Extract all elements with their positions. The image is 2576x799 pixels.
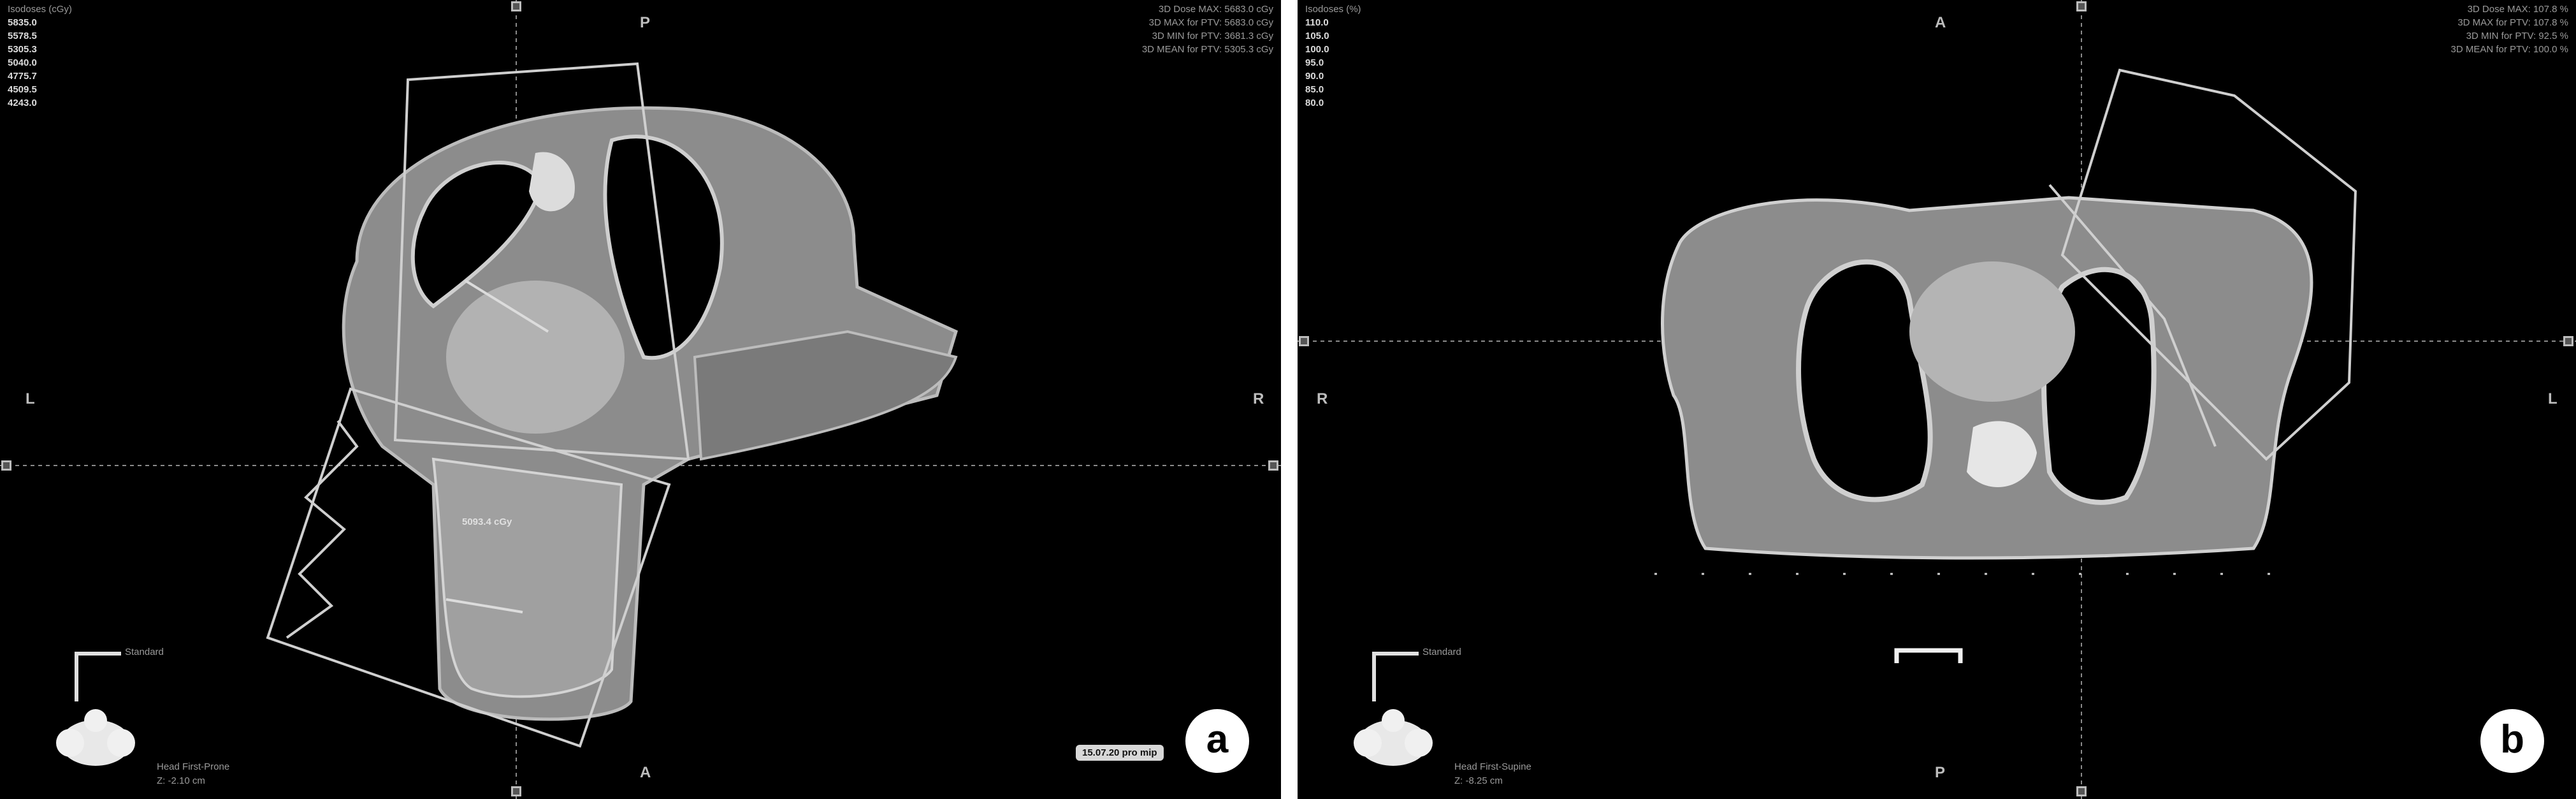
dose-stat: 3D Dose MAX: 107.8 % bbox=[2467, 4, 2568, 15]
ct-panel-b bbox=[1298, 0, 2576, 799]
isodose-level: 5578.5 bbox=[8, 31, 37, 41]
isodose-level: 5305.3 bbox=[8, 44, 37, 55]
isodose-level: 5835.0 bbox=[8, 17, 37, 28]
orientation-bottom: P bbox=[1935, 764, 1946, 781]
crosshair-handle-right[interactable] bbox=[1268, 460, 1278, 471]
panel-label-a: a bbox=[1185, 709, 1249, 773]
breast-contour bbox=[433, 459, 621, 696]
isodose-level: 110.0 bbox=[1305, 17, 1329, 28]
isodose-level: 80.0 bbox=[1305, 98, 1324, 108]
isodose-level: 5040.0 bbox=[8, 57, 37, 68]
orientation-left: L bbox=[25, 390, 35, 407]
dose-stat: 3D MIN for PTV: 92.5 % bbox=[2466, 31, 2568, 41]
heart bbox=[446, 281, 625, 434]
crosshair-handle-bottom[interactable] bbox=[511, 786, 521, 796]
zoom-badge: 15.07.20 pro mip bbox=[1076, 745, 1164, 761]
orientation-left: R bbox=[1317, 390, 1328, 407]
dose-stat: 3D MEAN for PTV: 100.0 % bbox=[2450, 44, 2568, 55]
crosshair-handle-top[interactable] bbox=[2076, 1, 2087, 11]
orientation-right: R bbox=[1253, 390, 1264, 407]
orientation-top: P bbox=[640, 14, 651, 31]
crosshair-handle-left[interactable] bbox=[1, 460, 11, 471]
crosshair-handle-bottom[interactable] bbox=[2076, 786, 2087, 796]
dose-stat: 3D MAX for PTV: 107.8 % bbox=[2457, 17, 2568, 28]
z-position-label: Z: -8.25 cm bbox=[1454, 775, 1503, 786]
arm-contour bbox=[695, 332, 956, 459]
isodose-legend-title: Isodoses (%) bbox=[1305, 4, 1361, 15]
ct-panel-a bbox=[0, 0, 1281, 799]
right-lung bbox=[1798, 262, 1930, 500]
view-standard-label: Standard bbox=[1422, 647, 1461, 657]
dose-stat: 3D MEAN for PTV: 5305.3 cGy bbox=[1141, 44, 1273, 55]
isodose-level: 90.0 bbox=[1305, 71, 1324, 82]
heart bbox=[1909, 261, 2075, 402]
dose-stat: 3D MAX for PTV: 5683.0 cGy bbox=[1148, 17, 1273, 28]
isodose-level: 85.0 bbox=[1305, 84, 1324, 95]
wedge-zigzag bbox=[287, 421, 357, 638]
crosshair-handle-right[interactable] bbox=[2563, 336, 2573, 346]
isodose-level: 4243.0 bbox=[8, 98, 37, 108]
panel-label-b: b bbox=[2480, 709, 2544, 773]
panel-divider bbox=[1281, 0, 1298, 799]
isodose-level: 95.0 bbox=[1305, 57, 1324, 68]
orientation-top: A bbox=[1935, 14, 1946, 31]
orientation-right: L bbox=[2548, 390, 2558, 407]
z-position-label: Z: -2.10 cm bbox=[157, 775, 205, 786]
couch bbox=[1897, 650, 1960, 663]
crosshair-handle-left[interactable] bbox=[1299, 336, 1309, 346]
isodose-legend-title: Isodoses (cGy) bbox=[8, 4, 72, 15]
isodose-level: 105.0 bbox=[1305, 31, 1329, 41]
patient-position-label: Head First-Prone bbox=[157, 761, 230, 772]
dose-stat: 3D Dose MAX: 5683.0 cGy bbox=[1158, 4, 1273, 15]
patient-position-label: Head First-Supine bbox=[1454, 761, 1531, 772]
orientation-bottom: A bbox=[640, 764, 651, 781]
crosshair-handle-top[interactable] bbox=[511, 1, 521, 11]
isodose-level: 100.0 bbox=[1305, 44, 1329, 55]
view-standard-label: Standard bbox=[125, 647, 164, 657]
dose-stat: 3D MIN for PTV: 3681.3 cGy bbox=[1152, 31, 1273, 41]
isodose-level: 4509.5 bbox=[8, 84, 37, 95]
dose-annotation: 5093.4 cGy bbox=[462, 517, 512, 527]
isodose-level: 4775.7 bbox=[8, 71, 37, 82]
